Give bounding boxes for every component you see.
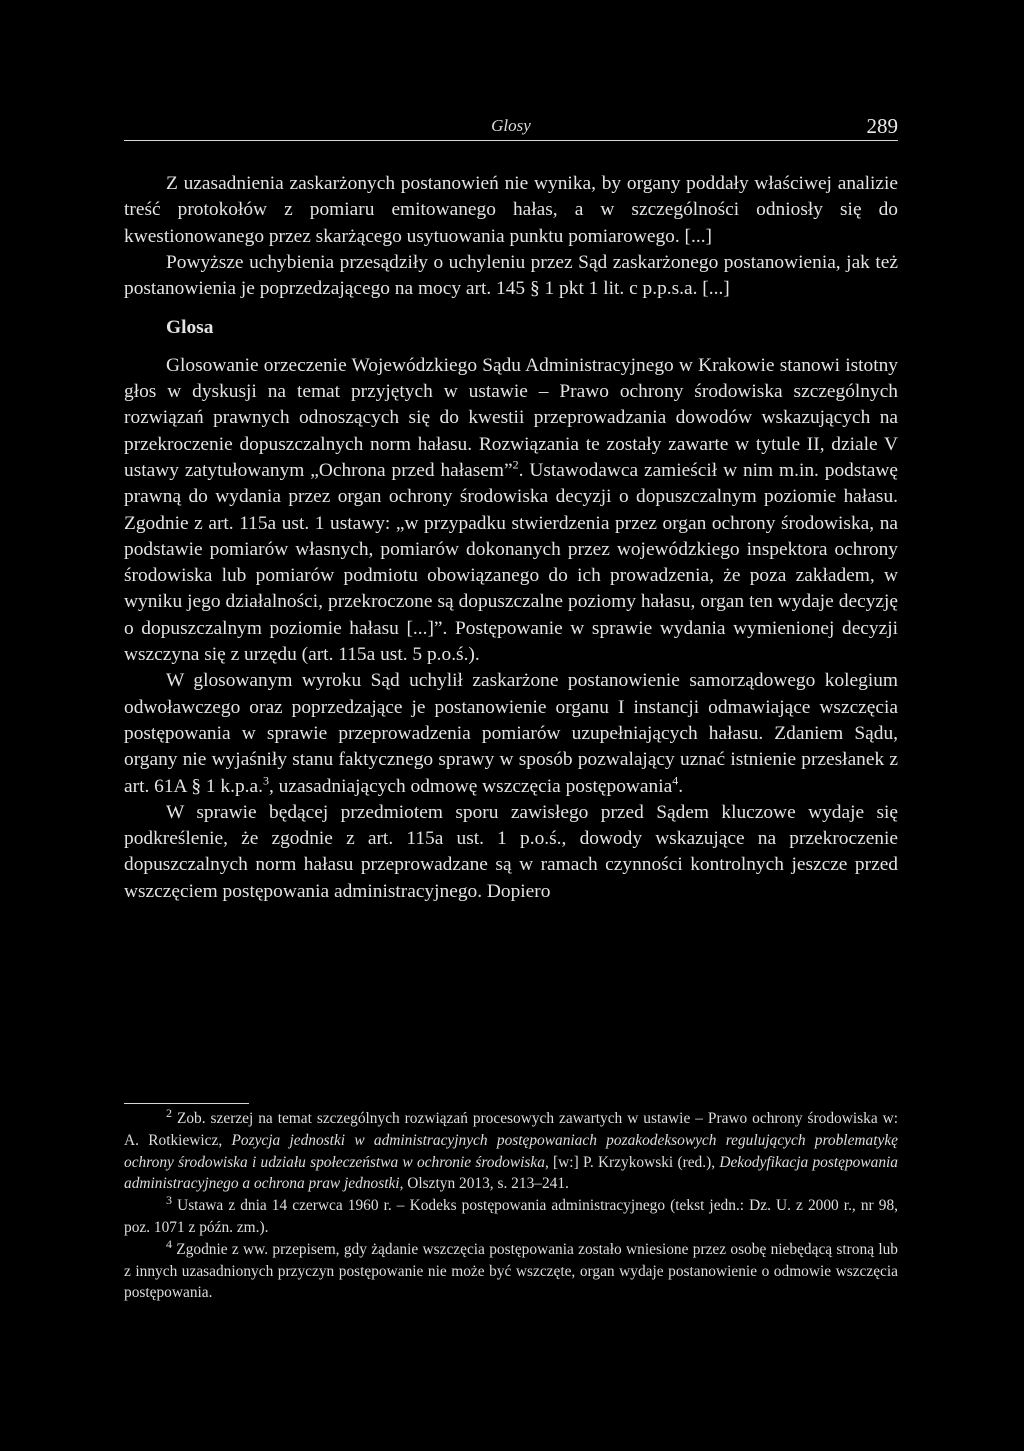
footnote-text: Zob. szerzej na temat szczególnych rozwiązań procesowych zawartych w ustawie – Prawo ochrony środowiska w: A. Rotkiewicz, <box>124 1110 898 1149</box>
footnote-ref-2: 2 <box>512 457 519 472</box>
page-number: 289 <box>866 114 898 138</box>
footnote-2 <box>124 1105 898 1195</box>
footnote-4 <box>124 1236 898 1304</box>
footnote-title: Pozycja jednostki w administracyjnych postępowaniach pozakodeksowych regulujących problematykę ochrony środowiska i udziału społeczeństwa w ochronie środowiska <box>124 1131 898 1171</box>
running-title: Glosy <box>491 116 531 135</box>
section-heading: Glosa <box>166 317 214 339</box>
paragraph-text: . <box>678 775 684 797</box>
footnote-ref-3: 3 <box>262 773 269 788</box>
paragraph-text: , uzasadniających odmowę wszczęcia postępowania <box>268 775 673 797</box>
paragraph-text: . Ustawodawca zamieścił w nim m.in. podstawę prawną do wydania przez organ ochrony środowiska decyzji o dopuszczalnym poziomie hałasu. Zgodnie z art. 115a ust. 1 ustawy: „w przypadku stwierdzenia przez organ ochrony środowiska, na podstawie pomiarów własnych, pomiarów dokonanych przez wojewódzkiego inspektora ochrony środowiska lub pomiarów podmiotu obowiązanego do ich prowadzenia, że poza zakładem, w wyniku jego działalności, przekroczone są dopuszczalne poziomy hałasu, organ ten wydaje decyzję o dopuszczalnym poziomie hałasu [...]”. Postępowanie w sprawie wydania wymienionej decyzji wszczyna się z urzędu (art. 115a ust. 5 p.o.ś.). <box>124 459 898 666</box>
footnote-text: Zgodnie z ww. przepisem, gdy żądanie wszczęcia postępowania zostało wniesione przez osobę niebędącą stroną lub z innych uzasadnionych przyczyn postępowanie nie może być wszczęte, organ wydaje postanowienie o odmowie wszczęcia postępowania. <box>124 1240 898 1302</box>
footnote-number: 2 <box>166 1105 172 1120</box>
paragraph-text: W glosowanym wyroku Sąd uchylił zaskarżone postanowienie samorządowego kolegium odwoławczego oraz poprzedzające je postanowienie organu I instancji odmawiające wszczęcia postępowania w sprawie przeprowadzenia pomiarów uzupełniających hałasu. Zdaniem Sądu, organy nie wyjaśniły stanu faktycznego sprawy w sposób pozwalający uznać istnienie przesłanek z art. 61A § 1 k.p.a. <box>124 670 898 797</box>
paragraph-quote-1: Z uzasadnienia zaskarżonych postanowień nie wynika, by organy poddały właściwej analizie treść protokołów z pomiaru emitowanego hałas, a w szczególności odniosły się do kwestionowanego przez skarżącego usytuowania punktu pomiarowego. [...] <box>124 173 898 247</box>
footnote-number: 3 <box>166 1193 172 1208</box>
paragraph-text: Glosowanie orzeczenie Wojewódzkiego Sądu Administracyjnego w Krakowie stanowi istotny głos w dyskusji na temat przyjętych w ustawie – Prawo ochrony środowiska szczególnych rozwiązań prawnych odnoszących się do kwestii przeprowadzania dowodów wskazujących na przekroczenie dopuszczalnych norm hałasu. Rozwiązania te zostały zawarte w tytule II, dziale V ustawy zatytułowanym „Ochrona przed hałasem” <box>124 354 898 481</box>
footnote-text: , Olsztyn 2013, s. 213–241. <box>399 1175 569 1193</box>
footnote-title: Dekodyfikacja postępowania administracyjnego a ochrona praw jednostki <box>124 1153 898 1193</box>
paragraph-glosa-2 <box>124 668 898 799</box>
footnote-separator <box>124 1103 249 1104</box>
body-text <box>124 171 898 905</box>
footnote-ref-4: 4 <box>672 773 679 788</box>
footnote-text: , [w:] P. Krzykowski (red.), <box>544 1153 720 1171</box>
footnote-text: Ustawa z dnia 14 czerwca 1960 r. – Kodeks postępowania administracyjnego (tekst jedn.: Dz. U. z 2000 r., nr 98, poz. 1071 z późn. zm.). <box>124 1197 898 1236</box>
footnote-number: 4 <box>166 1236 172 1251</box>
paragraph-glosa-1 <box>124 353 898 669</box>
paragraph-glosa-3: W sprawie będącej przedmiotem sporu zawisłego przed Sądem kluczowe wydaje się podkreślenie, że zgodnie z art. 115a ust. 1 p.o.ś., dowody wskazujące na przekroczenie dopuszczalnych norm hałasu przeprowadzane są w ramach czynności kontrolnych jeszcze przed wszczęciem postępowania administracyjnego. Dopiero <box>124 801 898 902</box>
paragraph-quote-2: Powyższe uchybienia przesądziły o uchyleniu przez Sąd zaskarżonego postanowienia, jak też postanowienia je poprzedzającego na mocy art. 145 § 1 pkt 1 lit. c p.p.s.a. [...] <box>124 251 898 300</box>
page-header <box>124 112 898 141</box>
footnote-3 <box>124 1195 898 1239</box>
footnotes <box>124 1105 898 1304</box>
